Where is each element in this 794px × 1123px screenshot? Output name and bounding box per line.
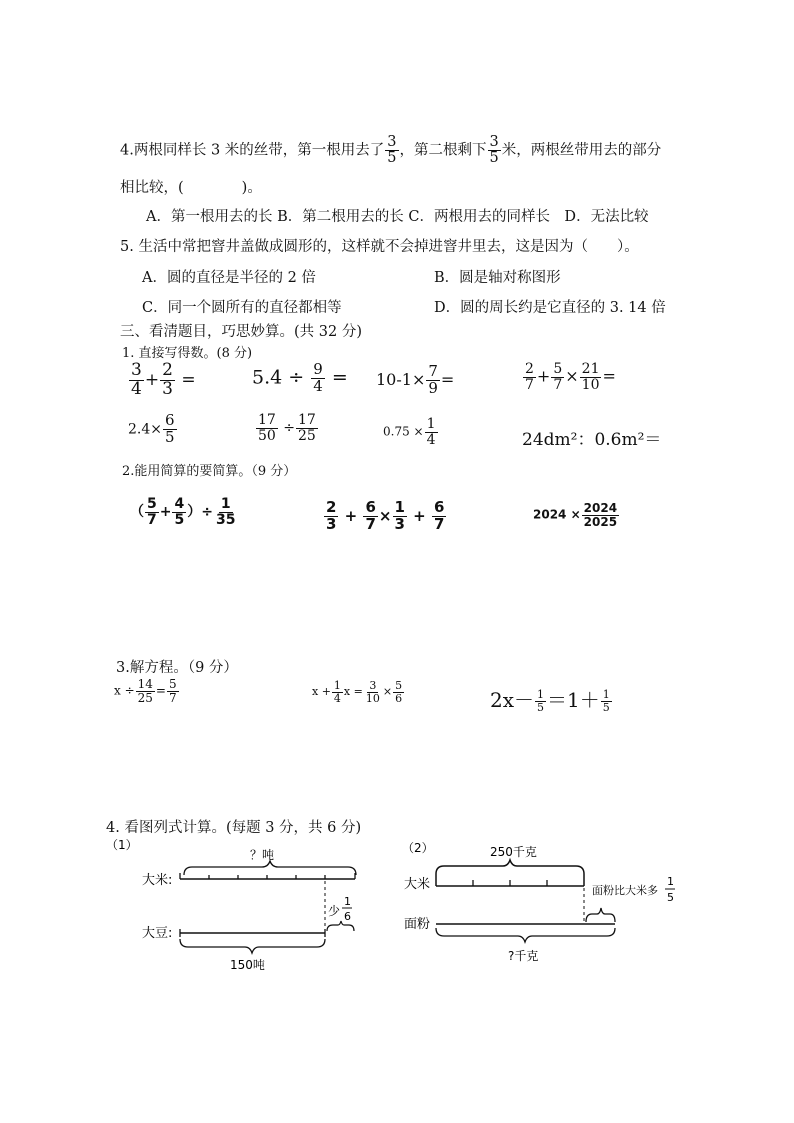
- diagram-2-flour-label: 面粉: [404, 917, 431, 932]
- simplify-expr-3: 2024 × $\frac{2024}{2025}$: [533, 501, 618, 529]
- diagram-1-top-brace: [184, 861, 356, 875]
- section-3-title: 三、看清题目，巧思妙算。(共 32 分): [120, 324, 362, 340]
- question-4-line2: 相比较，( )。: [120, 180, 262, 196]
- direct-expr-1: $\frac{3}{4}$ + $\frac{2}{3}$ =: [131, 360, 196, 399]
- direct-expr-7: 0.75 × $\frac{1}{4}$: [383, 416, 436, 448]
- question-4-options: A．第一根用去的长 B．第二根用去的长 C．两根用去的同样长 D．无法比较: [146, 209, 649, 225]
- direct-expr-5: 2.4× $\frac{6}{5}$: [128, 411, 175, 446]
- diagram-2-more-brace: [586, 908, 615, 922]
- diagram-2-number: （2）: [402, 841, 434, 855]
- direct-expr-4: $\frac{2}{7}$ + $\frac{5}{7}$ × $\frac{21}{10}$ =: [525, 361, 616, 393]
- diagram-1-less-den: 6: [344, 910, 351, 923]
- diagram-1-rice-ticks: [180, 873, 355, 879]
- section-3-sub1: 1. 直接写得数。(8 分): [122, 346, 253, 361]
- diagram-2-rice-ticks: [473, 880, 547, 886]
- simplify-expr-2: $\frac{2}{3}$ + $\frac{6}{7}$ × $\frac{1}{3}$ + $\frac{6}{7}$: [326, 498, 445, 533]
- section-3-sub2: 2.能用简算的要简算。（9 分）: [122, 464, 297, 479]
- question-4-line1: 4.两根同样长 3 米的丝带，第一根用去了 $\frac{3}{5}$ ，第二根剩下 $\frac{3}{5}$ 米，两根丝带用去的部分: [120, 134, 662, 167]
- question-5-option-c: C．同一个圆所有的直径都相等: [142, 300, 342, 316]
- diagram-2-top-label: 250千克: [490, 845, 537, 859]
- simplify-expr-1: （ $\frac{5}{7}$ + $\frac{4}{5}$ ）÷ $\frac{1}{35}$: [130, 496, 236, 528]
- direct-expr-2: 5.4 ÷ $\frac{9}{4}$ =: [252, 360, 348, 395]
- diagram-2-bottom-brace: [436, 928, 615, 942]
- diagram-1-top-label: ？吨: [250, 848, 275, 862]
- diagram-2-bottom-label: ?千克: [508, 949, 539, 963]
- diagram-1-number: （1）: [106, 838, 138, 852]
- section-3-sub3: 3.解方程。（9 分）: [116, 660, 238, 676]
- diagram-2-more-label: 面粉比大米多: [592, 884, 658, 897]
- diagram-1: [100, 835, 380, 975]
- direct-expr-6: $\frac{17}{50}$ ÷ $\frac{17}{25}$: [258, 412, 316, 444]
- diagram-1-less-num: 1: [344, 895, 351, 908]
- diagram-1-bottom-brace: [180, 939, 325, 953]
- direct-expr-3: 10-1× $\frac{7}{9}$ =: [376, 362, 455, 397]
- diagram-1-less-label: 少: [328, 904, 341, 918]
- question-5-option-d: D．圆的周长约是它直径的 3. 14 倍: [434, 300, 666, 316]
- diagram-2-rice-label: 大米: [404, 877, 431, 892]
- diagram-2: [398, 838, 698, 968]
- equation-2: x + $\frac{1}{4}$ x = $\frac{3}{10}$ × $\frac{5}{6}$: [312, 679, 403, 705]
- equation-1: x ÷ $\frac{14}{25}$ = $\frac{5}{7}$: [114, 677, 177, 705]
- direct-expr-8: 24dm²：0.6m²＝: [522, 430, 662, 450]
- equation-3: 2x－ $\frac{1}{5}$ ＝1＋ $\frac{1}{5}$: [490, 688, 610, 714]
- diagram-2-more-den: 5: [667, 891, 674, 904]
- question-5-text: 5. 生活中常把窨井盖做成圆形的，这样就不会掉进窨井里去，这是因为（ ）。: [120, 239, 639, 255]
- question-5-option-b: B．圆是轴对称图形: [434, 270, 561, 286]
- diagram-1-rice-label: 大米:: [142, 873, 173, 888]
- diagram-2-more-num: 1: [667, 875, 674, 888]
- diagram-1-bottom-label: 150吨: [230, 958, 265, 972]
- question-5-option-a: A．圆的直径是半径的 2 倍: [142, 270, 316, 286]
- section-3-sub4: 4. 看图列式计算。(每题 3 分，共 6 分): [106, 820, 362, 836]
- diagram-1-bean-label: 大豆:: [142, 926, 173, 941]
